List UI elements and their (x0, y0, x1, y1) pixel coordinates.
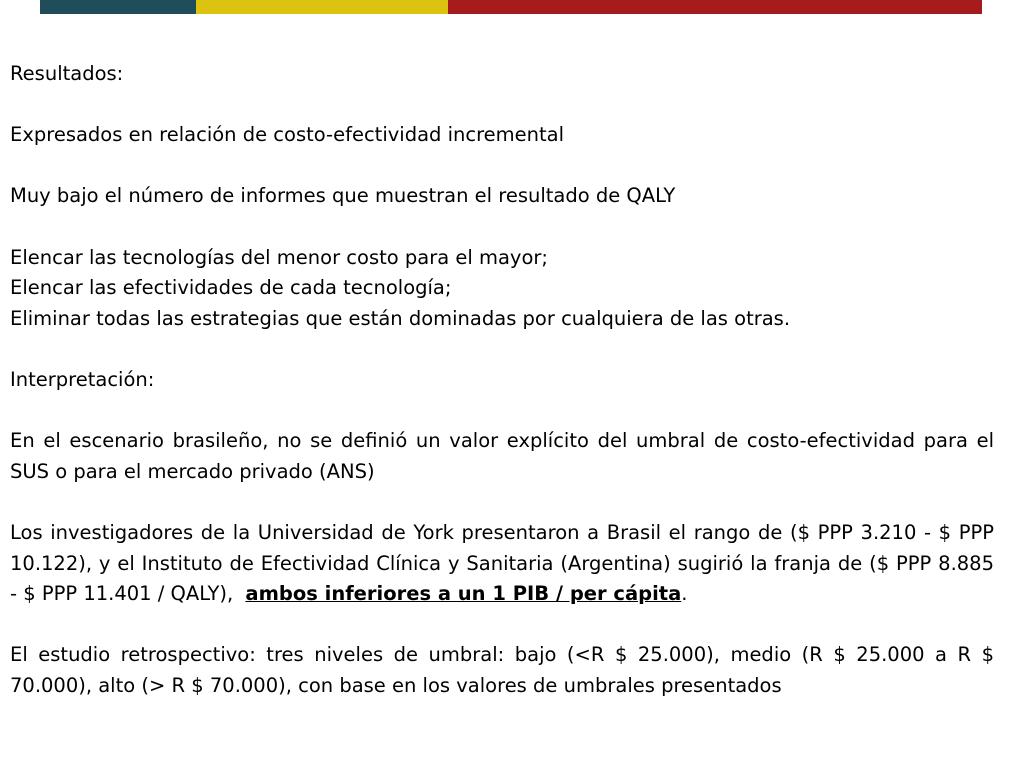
interpretation-paragraph-3: El estudio retrospectivo: tres niveles de umbral: bajo (<R $ 25.000), medio (R $ 25.000 a R $ 70.000), alto (> R $ 70.000), con base en los valores de umbrales presentados (10, 643, 994, 697)
top-bar-segment-teal (40, 0, 196, 14)
interpretation-paragraph-1: En el escenario brasileño, no se definió un valor explícito del umbral de costo-efectividad para el SUS o para el mercado privado (ANS) (10, 429, 994, 483)
top-color-bar (40, 0, 982, 14)
slide-body (10, 59, 994, 701)
interpretation-paragraph-2-end: . (681, 582, 688, 606)
interpretation-heading: Interpretación: (10, 367, 155, 391)
step-2: Elencar las efectividades de cada tecnología; (10, 276, 452, 300)
interpretation-paragraph-2-emphasis: ambos inferiores a un 1 PIB / per cápita (245, 582, 682, 606)
step-3: Eliminar todas las estrategias que están dominadas por cualquiera de las otras. (10, 306, 791, 330)
interpretation-paragraph-2-text: Los investigadores de la Universidad de York presentaron a Brasil el rango de ($ PPP 3.210 - $ PPP 10.122), y el Instituto de Efectividad Clínica y Sanitaria (Argentina) sugirió la franja de ($ PPP 8.885 - $ PPP 11.401 / QALY), (10, 520, 994, 606)
top-bar-segment-yellow (196, 0, 448, 14)
step-1: Elencar las tecnologías del menor costo para el mayor; (10, 245, 548, 269)
interpretation-paragraph-2 (10, 518, 994, 610)
results-heading: Resultados: (10, 62, 124, 85)
results-point-2: Muy bajo el número de informes que muestran el resultado de QALY (10, 184, 676, 208)
top-bar-segment-red (448, 0, 982, 14)
results-point-1: Expresados en relación de costo-efectividad incremental (10, 123, 565, 147)
